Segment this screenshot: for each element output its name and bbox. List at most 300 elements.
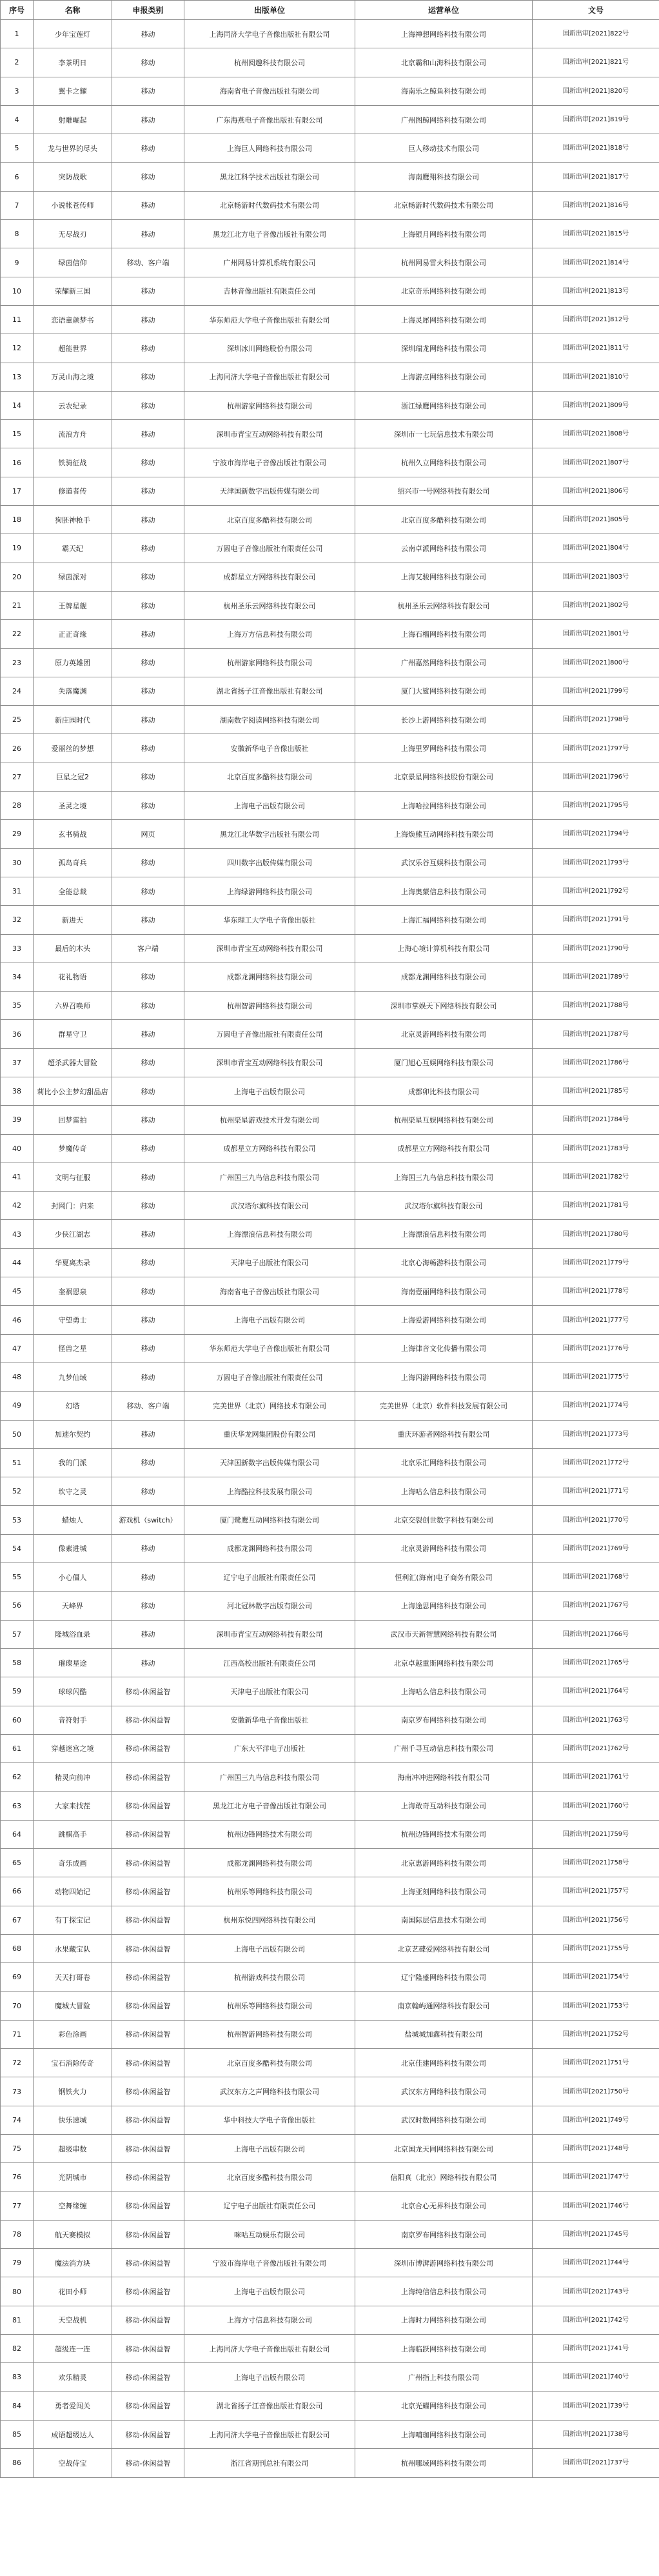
cell-approval-number: 国新出审[2021]740号 [533,2363,659,2391]
cell-seq: 13 [1,363,34,391]
cell-seq: 61 [1,1734,34,1762]
cell-category: 移动 [112,534,184,563]
cell-name: 荣耀新三国 [34,277,112,305]
cell-category: 移动 [112,648,184,677]
cell-name: 奇乐成画 [34,1849,112,1877]
cell-name: 我的门派 [34,1448,112,1477]
cell-seq: 55 [1,1563,34,1592]
cell-seq: 75 [1,2134,34,2162]
cell-name: 航天赛模拟 [34,2220,112,2248]
cell-name: 幻塔 [34,1392,112,1420]
table-row [1,477,659,505]
cell-category: 移动 [112,363,184,391]
table-row [1,1163,659,1191]
cell-name: 莉比小公主梦幻甜品店 [34,1077,112,1105]
cell-publisher: 上海电子出版有限公司 [184,792,355,820]
cell-seq: 29 [1,820,34,848]
cell-publisher: 广州国三九鸟信息科技有限公司 [184,1163,355,1191]
cell-operator: 厦门旭心互娱网络科技有限公司 [355,1048,533,1077]
cell-name: 空战侍宝 [34,2449,112,2477]
cell-name: 加速尔契约 [34,1420,112,1448]
table-row [1,648,659,677]
cell-category: 移动 [112,448,184,477]
cell-seq: 8 [1,220,34,248]
table-row [1,220,659,248]
table-row [1,2192,659,2220]
cell-operator: 上海哈拉网络科技有限公司 [355,792,533,820]
cell-category: 移动 [112,1306,184,1334]
table-row [1,2163,659,2192]
cell-approval-number: 国新出审[2021]786号 [533,1048,659,1077]
cell-seq: 37 [1,1048,34,1077]
cell-publisher: 辽宁电子出版社有限责任公司 [184,1563,355,1592]
cell-operator: 上海焕熊互动网络科技有限公司 [355,820,533,848]
cell-category: 移动 [112,706,184,734]
cell-publisher: 杭州阅趣科技有限公司 [184,48,355,77]
cell-name: 恋语童颜梦书 [34,305,112,334]
cell-seq: 85 [1,2420,34,2448]
table-row [1,706,659,734]
cell-publisher: 杭州智游网络科技有限公司 [184,992,355,1020]
cell-publisher: 上海同济大学电子音像出版社有限公司 [184,2335,355,2363]
cell-name: 精灵向前冲 [34,1763,112,1792]
cell-seq: 71 [1,2020,34,2048]
table-row [1,1734,659,1762]
cell-publisher: 海南省电子音像出版社有限公司 [184,1277,355,1306]
cell-category: 移动 [112,963,184,991]
cell-operator: 上海敢奇互动科技有限公司 [355,1792,533,1820]
cell-operator: 上海时力网络科技有限公司 [355,2306,533,2334]
cell-name: 无尽战刃 [34,220,112,248]
cell-name: 球球闪酷 [34,1677,112,1706]
cell-seq: 68 [1,1934,34,1962]
cell-operator: 广州千寻互动信息科技有限公司 [355,1734,533,1762]
cell-category: 移动 [112,792,184,820]
cell-approval-number: 国新出审[2021]821号 [533,48,659,77]
cell-publisher: 杭州乐等网络科技有限公司 [184,1877,355,1906]
cell-approval-number: 国新出审[2021]803号 [533,563,659,591]
cell-operator: 恒利汇(海南)电子商务有限公司 [355,1563,533,1592]
cell-operator: 上海律音文化传播有限公司 [355,1334,533,1363]
cell-approval-number: 国新出审[2021]794号 [533,820,659,848]
cell-publisher: 安徽新华电子音像出版社 [184,1706,355,1734]
cell-approval-number: 国新出审[2021]802号 [533,591,659,619]
cell-seq: 57 [1,1620,34,1648]
cell-category: 移动 [112,591,184,619]
table-row [1,820,659,848]
cell-name: 文明与征服 [34,1163,112,1191]
cell-name: 霸天纪 [34,534,112,563]
cell-category: 移动、客户端 [112,248,184,277]
cell-category: 移动-休闲益智 [112,2077,184,2106]
cell-operator: 上海艾骏网络科技有限公司 [355,563,533,591]
table-body [1,20,659,2478]
table-row [1,506,659,534]
cell-name: 铁骑征战 [34,448,112,477]
cell-category: 移动 [112,848,184,877]
cell-name: 射雕崛起 [34,105,112,134]
cell-seq: 3 [1,77,34,105]
cell-approval-number: 国新出审[2021]752号 [533,2020,659,2048]
cell-seq: 22 [1,620,34,648]
table-row [1,1392,659,1420]
cell-publisher: 咪咕互动娱乐有限公司 [184,2220,355,2248]
cell-seq: 31 [1,877,34,905]
table-row [1,734,659,763]
cell-approval-number: 国新出审[2021]787号 [533,1020,659,1048]
cell-approval-number: 国新出审[2021]799号 [533,677,659,705]
cell-seq: 25 [1,706,34,734]
table-row [1,334,659,363]
cell-seq: 40 [1,1134,34,1163]
cell-operator: 上海石榴网络科技有限公司 [355,620,533,648]
cell-name: 孤岛奇兵 [34,848,112,877]
header-approval-number: 文号 [533,1,659,20]
cell-seq: 15 [1,420,34,448]
cell-approval-number: 国新出审[2021]809号 [533,391,659,419]
cell-category: 移动 [112,506,184,534]
cell-publisher: 黑龙江北华数字出版社有限公司 [184,820,355,848]
cell-seq: 12 [1,334,34,363]
table-row [1,1992,659,2020]
cell-operator: 广州嘉然网络科技有限公司 [355,648,533,677]
cell-category: 移动 [112,191,184,219]
table-row [1,1048,659,1077]
cell-publisher: 上海电子出版有限公司 [184,2277,355,2306]
cell-publisher: 上海电子出版有限公司 [184,1077,355,1105]
cell-category: 移动 [112,1192,184,1220]
cell-operator: 上海咕么信息科技有限公司 [355,1477,533,1506]
cell-name: 华夏离杰录 [34,1248,112,1277]
cell-publisher: 广东海燕电子音像出版社有限公司 [184,105,355,134]
cell-approval-number: 国新出审[2021]789号 [533,963,659,991]
cell-approval-number: 国新出审[2021]785号 [533,1077,659,1105]
cell-seq: 2 [1,48,34,77]
cell-category: 移动-休闲益智 [112,2163,184,2192]
cell-publisher: 深圳市青宝互动网络科技有限公司 [184,420,355,448]
table-row [1,1420,659,1448]
cell-approval-number: 国新出审[2021]741号 [533,2335,659,2363]
cell-publisher: 上海酷拉科技发展有限公司 [184,1477,355,1506]
cell-seq: 65 [1,1849,34,1877]
cell-name: 超级连一连 [34,2335,112,2363]
cell-approval-number: 国新出审[2021]791号 [533,906,659,934]
table-row [1,2335,659,2363]
cell-operator: 北京光耀网络科技有限公司 [355,2391,533,2420]
cell-name: 龙与世界的尽头 [34,134,112,163]
cell-name: 突防战歌 [34,163,112,191]
cell-category: 客户端 [112,934,184,963]
cell-category: 移动-休闲益智 [112,1792,184,1820]
cell-operator: 北京畅游时代数码技术有限公司 [355,191,533,219]
cell-publisher: 完美世界（北京）网络技术有限公司 [184,1392,355,1420]
cell-seq: 56 [1,1592,34,1620]
cell-category: 移动 [112,77,184,105]
cell-name: 天空战机 [34,2306,112,2334]
cell-publisher: 湖南数字阅读网络科技有限公司 [184,706,355,734]
table-row [1,591,659,619]
cell-name: 成语超级达人 [34,2420,112,2448]
cell-operator: 成都龙渊网络科技有限公司 [355,963,533,991]
cell-name: 怪兽之星 [34,1334,112,1363]
header-seq: 序号 [1,1,34,20]
cell-category: 移动 [112,1620,184,1648]
cell-approval-number: 国新出审[2021]766号 [533,1620,659,1648]
cell-operator: 南国际层信息技术有限公司 [355,1906,533,1934]
table-row [1,620,659,648]
cell-operator: 海南壹丽网络科技有限公司 [355,1277,533,1306]
cell-publisher: 武汉塔尔旗科技有限公司 [184,1192,355,1220]
cell-seq: 35 [1,992,34,1020]
cell-seq: 59 [1,1677,34,1706]
cell-publisher: 上海绿游网络科技有限公司 [184,877,355,905]
cell-approval-number: 国新出审[2021]797号 [533,734,659,763]
cell-category: 移动-休闲益智 [112,2192,184,2220]
cell-seq: 32 [1,906,34,934]
table-row [1,2220,659,2248]
cell-name: 玄书骑战 [34,820,112,848]
cell-category: 移动 [112,277,184,305]
cell-operator: 北京佳建网络科技有限公司 [355,2049,533,2077]
cell-publisher: 浙江省期刊总社有限公司 [184,2449,355,2477]
cell-publisher: 上海巨人网络科技有限公司 [184,134,355,163]
cell-seq: 20 [1,563,34,591]
table-row [1,848,659,877]
cell-name: 蜡烛人 [34,1506,112,1534]
table-row [1,1792,659,1820]
cell-publisher: 广东大平洋电子出版社 [184,1734,355,1762]
cell-operator: 上海奥蒙信息科技有限公司 [355,877,533,905]
cell-publisher: 北京畅游时代数码技术有限公司 [184,191,355,219]
cell-name: 钢铁火力 [34,2077,112,2106]
cell-approval-number: 国新出审[2021]746号 [533,2192,659,2220]
cell-operator: 上海哺珈网络科技有限公司 [355,2420,533,2448]
cell-approval-number: 国新出审[2021]758号 [533,1849,659,1877]
cell-name: 穿越迷宫之境 [34,1734,112,1762]
cell-name: 流浪方舟 [34,420,112,448]
cell-publisher: 黑龙江北方电子音像出版社有限公司 [184,1792,355,1820]
cell-name: 光阴城市 [34,2163,112,2192]
cell-category: 移动 [112,1106,184,1134]
cell-approval-number: 国新出审[2021]738号 [533,2420,659,2448]
cell-approval-number: 国新出审[2021]764号 [533,1677,659,1706]
cell-operator: 北京奇乐网络科技有限公司 [355,277,533,305]
cell-operator: 杭州圣乐云网络科技有限公司 [355,591,533,619]
table-row [1,1106,659,1134]
table-row [1,534,659,563]
cell-name: 大家来找茬 [34,1792,112,1820]
cell-name: 李茶明日 [34,48,112,77]
cell-approval-number: 国新出审[2021]822号 [533,20,659,48]
cell-approval-number: 国新出审[2021]793号 [533,848,659,877]
cell-publisher: 杭州边锋网络技术有限公司 [184,1820,355,1848]
cell-category: 移动 [112,420,184,448]
cell-name: 守望勇士 [34,1306,112,1334]
table-row [1,2277,659,2306]
cell-approval-number: 国新出审[2021]814号 [533,248,659,277]
cell-operator: 北京艺碟爱网络科技有限公司 [355,1934,533,1962]
cell-seq: 26 [1,734,34,763]
cell-name: 新庄园时代 [34,706,112,734]
cell-approval-number: 国新出审[2021]811号 [533,334,659,363]
cell-operator: 上海漂浪信息科技有限公司 [355,1220,533,1248]
cell-approval-number: 国新出审[2021]800号 [533,648,659,677]
cell-publisher: 上海漂浪信息科技有限公司 [184,1220,355,1248]
cell-name: 绿茵信仰 [34,248,112,277]
table-row [1,363,659,391]
cell-category: 移动 [112,763,184,791]
cell-publisher: 万圆电子音像出版社有限责任公司 [184,1020,355,1048]
cell-publisher: 安徽新华电子音像出版社 [184,734,355,763]
cell-publisher: 深圳市青宝互动网络科技有限公司 [184,1048,355,1077]
cell-operator: 上海汇福网络科技有限公司 [355,906,533,934]
cell-publisher: 上海电子出版有限公司 [184,1306,355,1334]
cell-publisher: 上海万方信息科技有限公司 [184,620,355,648]
table-row [1,1306,659,1334]
cell-seq: 70 [1,1992,34,2020]
cell-category: 移动 [112,1448,184,1477]
cell-operator: 上海临跃网络科技有限公司 [355,2335,533,2363]
cell-approval-number: 国新出审[2021]801号 [533,620,659,648]
cell-publisher: 成都龙渊网络科技有限公司 [184,1534,355,1563]
cell-publisher: 深圳市青宝互动网络科技有限公司 [184,934,355,963]
cell-seq: 9 [1,248,34,277]
cell-category: 移动 [112,1077,184,1105]
cell-publisher: 黑龙江科学技术出版社有限公司 [184,163,355,191]
cell-category: 移动 [112,1534,184,1563]
table-row [1,2249,659,2277]
cell-approval-number: 国新出审[2021]759号 [533,1820,659,1848]
cell-seq: 82 [1,2335,34,2363]
cell-operator: 海南乐之鲸鱼科技有限公司 [355,77,533,105]
table-row [1,2363,659,2391]
cell-category: 移动-休闲益智 [112,2106,184,2134]
cell-publisher: 天津国新数字出版传媒有限公司 [184,1448,355,1477]
cell-approval-number: 国新出审[2021]816号 [533,191,659,219]
table-row [1,1906,659,1934]
cell-operator: 北京合心无界科技有限公司 [355,2192,533,2220]
cell-seq: 16 [1,448,34,477]
cell-name: 九梦仙域 [34,1363,112,1391]
cell-approval-number: 国新出审[2021]737号 [533,2449,659,2477]
cell-seq: 69 [1,1963,34,1992]
table-row [1,2020,659,2048]
cell-seq: 27 [1,763,34,791]
cell-name: 群星守卫 [34,1020,112,1048]
cell-publisher: 华中科技大学电子音像出版社 [184,2106,355,2134]
cell-seq: 80 [1,2277,34,2306]
cell-seq: 39 [1,1106,34,1134]
cell-category: 移动 [112,220,184,248]
cell-category: 移动、客户端 [112,1392,184,1420]
cell-approval-number: 国新出审[2021]806号 [533,477,659,505]
cell-seq: 4 [1,105,34,134]
cell-seq: 62 [1,1763,34,1792]
table-row [1,1706,659,1734]
table-row [1,1620,659,1648]
cell-name: 小说帐苍传师 [34,191,112,219]
table-row [1,1677,659,1706]
table-row [1,906,659,934]
cell-approval-number: 国新出审[2021]783号 [533,1134,659,1163]
cell-name: 新进天 [34,906,112,934]
table-row [1,563,659,591]
cell-approval-number: 国新出审[2021]807号 [533,448,659,477]
table-header [1,1,659,20]
cell-category: 移动 [112,1277,184,1306]
cell-seq: 72 [1,2049,34,2077]
cell-approval-number: 国新出审[2021]779号 [533,1248,659,1277]
cell-category: 移动 [112,1334,184,1363]
cell-approval-number: 国新出审[2021]748号 [533,2134,659,2162]
cell-category: 移动-休闲益智 [112,1677,184,1706]
table-row [1,105,659,134]
cell-operator: 上海禅想网络科技有限公司 [355,20,533,48]
cell-category: 移动 [112,1648,184,1677]
table-row [1,963,659,991]
table-row [1,1563,659,1592]
table-row [1,763,659,791]
cell-approval-number: 国新出审[2021]760号 [533,1792,659,1820]
cell-category: 移动 [112,1163,184,1191]
cell-operator: 北京国龙天同网络科技有限公司 [355,2134,533,2162]
cell-operator: 杭州哪域网络科技有限公司 [355,2449,533,2477]
cell-category: 移动-休闲益智 [112,2335,184,2363]
cell-publisher: 上海电子出版有限公司 [184,2134,355,2162]
cell-category: 移动-休闲益智 [112,2306,184,2334]
cell-name: 动物四始记 [34,1877,112,1906]
cell-name: 天天打哥卷 [34,1963,112,1992]
cell-approval-number: 国新出审[2021]784号 [533,1106,659,1134]
cell-operator: 信阳真（北京）网络科技有限公司 [355,2163,533,2192]
cell-category: 移动 [112,48,184,77]
cell-publisher: 北京百度多酷科技有限公司 [184,2049,355,2077]
cell-approval-number: 国新出审[2021]739号 [533,2391,659,2420]
cell-operator: 云南卓派网络科技有限公司 [355,534,533,563]
cell-name: 修道者传 [34,477,112,505]
cell-approval-number: 国新出审[2021]820号 [533,77,659,105]
cell-seq: 79 [1,2249,34,2277]
cell-category: 移动 [112,992,184,1020]
cell-seq: 53 [1,1506,34,1534]
cell-approval-number: 国新出审[2021]796号 [533,763,659,791]
cell-seq: 45 [1,1277,34,1306]
table-row [1,1334,659,1363]
cell-category: 移动 [112,1020,184,1048]
cell-name: 隆城浴血录 [34,1620,112,1648]
cell-name: 六界召唤师 [34,992,112,1020]
cell-approval-number: 国新出审[2021]763号 [533,1706,659,1734]
table-row [1,1877,659,1906]
cell-category: 移动 [112,334,184,363]
table-row [1,134,659,163]
table-row [1,1849,659,1877]
cell-seq: 46 [1,1306,34,1334]
cell-operator: 深圳市掌娱天下网络科技有限公司 [355,992,533,1020]
cell-seq: 14 [1,391,34,419]
cell-seq: 64 [1,1820,34,1848]
cell-operator: 上海灵犀网络科技有限公司 [355,305,533,334]
table-row [1,1077,659,1105]
cell-operator: 杭州边锋网络技术有限公司 [355,1820,533,1848]
header-row [1,1,659,20]
table-row [1,163,659,191]
table-row [1,677,659,705]
cell-approval-number: 国新出审[2021]782号 [533,1163,659,1191]
cell-category: 游戏机（switch） [112,1506,184,1534]
cell-publisher: 厦门鹭鹰互动网络科技有限公司 [184,1506,355,1534]
header-operator: 运营单位 [355,1,533,20]
